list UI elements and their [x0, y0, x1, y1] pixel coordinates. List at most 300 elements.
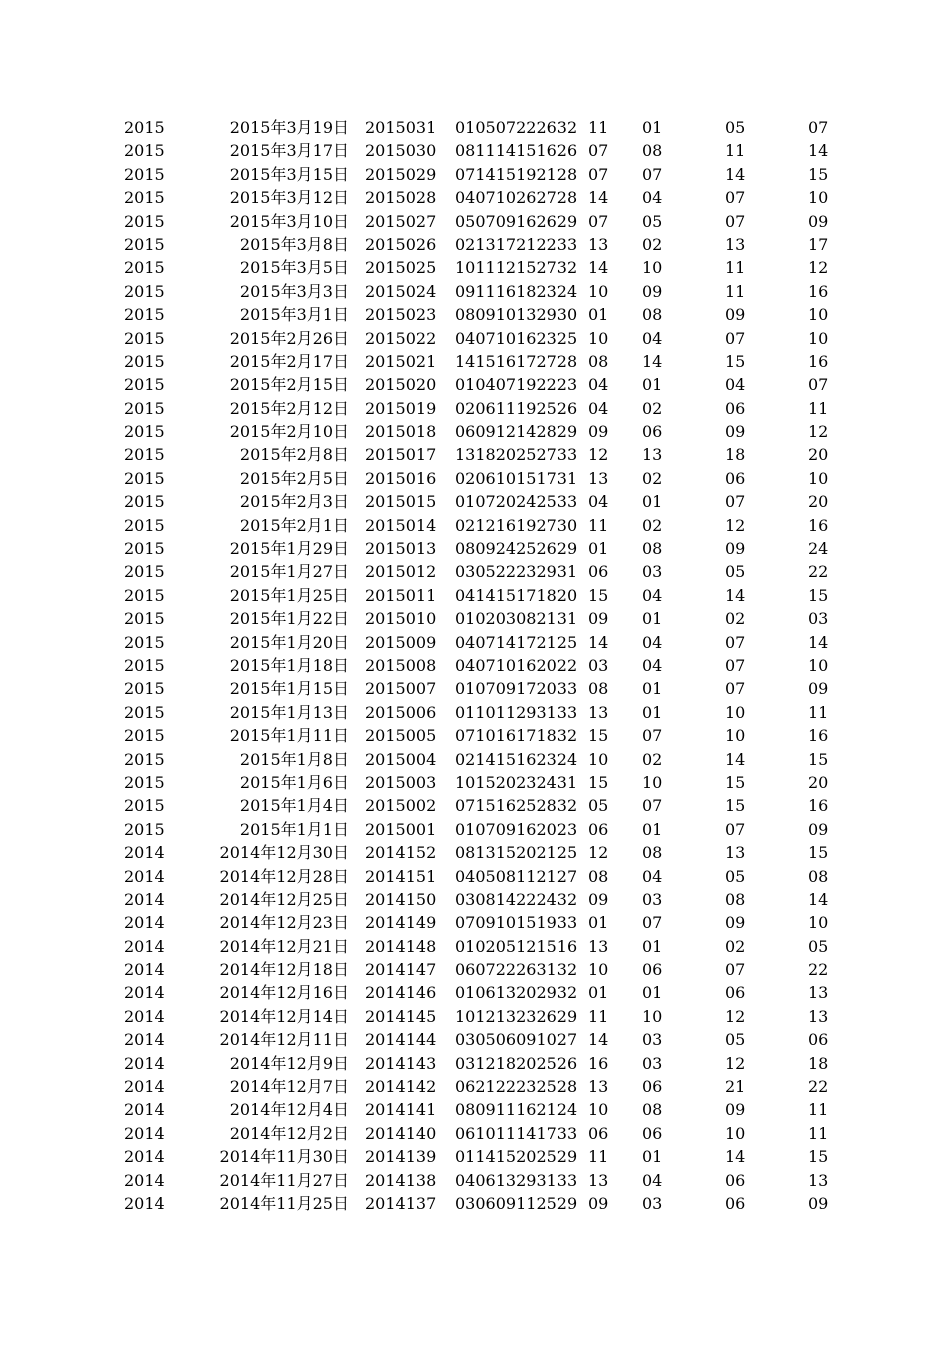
- issue-number-cell: 2014149: [365, 913, 437, 933]
- table-row: [0, 1075, 950, 1098]
- value-c-cell: 13: [725, 843, 746, 863]
- draw-code-cell: 081315202125: [455, 843, 578, 863]
- value-c-cell: 06: [725, 468, 746, 488]
- year-cell: 2015: [124, 702, 165, 722]
- value-d-cell: 10: [808, 468, 829, 488]
- issue-number-cell: 2014141: [365, 1100, 437, 1120]
- value-b-cell: 02: [642, 749, 663, 769]
- value-a-cell: 10: [588, 960, 609, 980]
- value-d-cell: 20: [808, 445, 829, 465]
- value-b-cell: 01: [642, 702, 663, 722]
- date-cell: 2015年2月17日: [229, 351, 349, 371]
- value-b-cell: 08: [642, 539, 663, 559]
- value-a-cell: 09: [588, 889, 609, 909]
- value-a-cell: 05: [588, 796, 609, 816]
- value-c-cell: 15: [725, 351, 746, 371]
- value-a-cell: 09: [588, 422, 609, 442]
- issue-number-cell: 2015028: [365, 188, 437, 208]
- draw-code-cell: 101112152732: [455, 258, 578, 278]
- table-row: [0, 350, 950, 373]
- year-cell: 2015: [124, 234, 165, 254]
- issue-number-cell: 2015027: [365, 211, 437, 231]
- draw-code-cell: 131820252733: [455, 445, 578, 465]
- value-a-cell: 06: [588, 1123, 609, 1143]
- table-row: [0, 467, 950, 490]
- value-c-cell: 09: [725, 539, 746, 559]
- draw-code-cell: 021415162324: [455, 749, 578, 769]
- value-d-cell: 13: [808, 1170, 829, 1190]
- value-b-cell: 04: [642, 655, 663, 675]
- table-row: [0, 537, 950, 560]
- draw-code-cell: 101520232431: [455, 772, 578, 792]
- date-cell: 2015年1月25日: [229, 585, 349, 605]
- year-cell: 2015: [124, 749, 165, 769]
- issue-number-cell: 2015017: [365, 445, 437, 465]
- draw-code-cell: 080910132930: [455, 305, 578, 325]
- draw-code-cell: 010720242533: [455, 492, 578, 512]
- value-b-cell: 09: [642, 281, 663, 301]
- year-cell: 2015: [124, 118, 165, 137]
- issue-number-cell: 2014151: [365, 866, 437, 886]
- value-c-cell: 10: [725, 1123, 746, 1143]
- value-c-cell: 07: [725, 655, 746, 675]
- value-d-cell: 18: [808, 1053, 829, 1073]
- table-row: [0, 210, 950, 233]
- value-a-cell: 08: [588, 351, 609, 371]
- value-a-cell: 14: [588, 188, 609, 208]
- value-b-cell: 01: [642, 118, 663, 137]
- value-c-cell: 07: [725, 679, 746, 699]
- value-b-cell: 07: [642, 726, 663, 746]
- draw-code-cell: 010709162023: [455, 819, 578, 839]
- year-cell: 2015: [124, 585, 165, 605]
- date-cell: 2015年3月3日: [239, 281, 349, 301]
- issue-number-cell: 2015022: [365, 328, 437, 348]
- date-cell: 2014年12月25日: [219, 889, 349, 909]
- value-a-cell: 10: [588, 749, 609, 769]
- issue-number-cell: 2014139: [365, 1147, 437, 1167]
- table-row: [0, 1005, 950, 1028]
- table-row: [0, 1028, 950, 1051]
- table-row: [0, 256, 950, 279]
- value-b-cell: 13: [642, 445, 663, 465]
- value-c-cell: 06: [725, 983, 746, 1003]
- value-d-cell: 17: [808, 234, 829, 254]
- draw-code-cell: 010613202932: [455, 983, 578, 1003]
- issue-number-cell: 2015003: [365, 772, 437, 792]
- value-b-cell: 03: [642, 1193, 663, 1213]
- date-cell: 2015年1月8日: [239, 749, 349, 769]
- draw-code-cell: 141516172728: [455, 351, 578, 371]
- value-b-cell: 01: [642, 375, 663, 395]
- value-c-cell: 07: [725, 492, 746, 512]
- year-cell: 2014: [124, 1170, 165, 1190]
- table-row: [0, 397, 950, 420]
- table-row: [0, 116, 950, 139]
- issue-number-cell: 2014150: [365, 889, 437, 909]
- issue-number-cell: 2015030: [365, 141, 437, 161]
- value-a-cell: 13: [588, 1170, 609, 1190]
- date-cell: 2014年11月30日: [219, 1147, 349, 1167]
- value-a-cell: 13: [588, 234, 609, 254]
- year-cell: 2015: [124, 258, 165, 278]
- value-a-cell: 07: [588, 164, 609, 184]
- value-c-cell: 06: [725, 1170, 746, 1190]
- value-a-cell: 13: [588, 1077, 609, 1097]
- issue-number-cell: 2015009: [365, 632, 437, 652]
- draw-code-cell: 011011293133: [455, 702, 578, 722]
- table-row: [0, 654, 950, 677]
- value-a-cell: 15: [588, 726, 609, 746]
- year-cell: 2015: [124, 539, 165, 559]
- draw-code-cell: 010709172033: [455, 679, 578, 699]
- value-b-cell: 07: [642, 796, 663, 816]
- value-a-cell: 16: [588, 1053, 609, 1073]
- value-c-cell: 11: [725, 141, 746, 161]
- value-b-cell: 01: [642, 983, 663, 1003]
- value-d-cell: 11: [808, 1123, 829, 1143]
- value-a-cell: 13: [588, 468, 609, 488]
- table-row: [0, 233, 950, 256]
- year-cell: 2015: [124, 375, 165, 395]
- value-b-cell: 02: [642, 398, 663, 418]
- value-d-cell: 13: [808, 983, 829, 1003]
- date-cell: 2015年3月12日: [229, 188, 349, 208]
- draw-code-cell: 030506091027: [455, 1030, 578, 1050]
- table-row: [0, 748, 950, 771]
- value-d-cell: 16: [808, 351, 829, 371]
- value-b-cell: 04: [642, 188, 663, 208]
- value-d-cell: 24: [808, 539, 829, 559]
- table-row: [0, 163, 950, 186]
- date-cell: 2015年1月22日: [229, 609, 349, 629]
- value-b-cell: 10: [642, 258, 663, 278]
- issue-number-cell: 2014144: [365, 1030, 437, 1050]
- year-cell: 2014: [124, 983, 165, 1003]
- table-row: [0, 818, 950, 841]
- table-row: [0, 865, 950, 888]
- issue-number-cell: 2015024: [365, 281, 437, 301]
- draw-code-cell: 040710162325: [455, 328, 578, 348]
- value-d-cell: 11: [808, 398, 829, 418]
- value-c-cell: 07: [725, 328, 746, 348]
- value-c-cell: 13: [725, 234, 746, 254]
- value-b-cell: 10: [642, 772, 663, 792]
- year-cell: 2015: [124, 796, 165, 816]
- year-cell: 2015: [124, 211, 165, 231]
- year-cell: 2014: [124, 1030, 165, 1050]
- value-b-cell: 08: [642, 1100, 663, 1120]
- draw-code-cell: 071016171832: [455, 726, 578, 746]
- value-a-cell: 11: [588, 1147, 609, 1167]
- issue-number-cell: 2014140: [365, 1123, 437, 1143]
- issue-number-cell: 2015008: [365, 655, 437, 675]
- table-row: [0, 327, 950, 350]
- issue-number-cell: 2014146: [365, 983, 437, 1003]
- value-b-cell: 01: [642, 492, 663, 512]
- issue-number-cell: 2014138: [365, 1170, 437, 1190]
- draw-code-cell: 020610151731: [455, 468, 578, 488]
- draw-code-cell: 101213232629: [455, 1006, 578, 1026]
- issue-number-cell: 2015014: [365, 515, 437, 535]
- draw-code-cell: 050709162629: [455, 211, 578, 231]
- value-d-cell: 09: [808, 679, 829, 699]
- value-d-cell: 15: [808, 843, 829, 863]
- draw-code-cell: 031218202526: [455, 1053, 578, 1073]
- date-cell: 2015年1月20日: [229, 632, 349, 652]
- table-row: [0, 958, 950, 981]
- date-cell: 2015年2月1日: [239, 515, 349, 535]
- draw-code-cell: 030522232931: [455, 562, 578, 582]
- year-cell: 2014: [124, 866, 165, 886]
- value-d-cell: 09: [808, 819, 829, 839]
- date-cell: 2015年3月10日: [229, 211, 349, 231]
- value-a-cell: 14: [588, 1030, 609, 1050]
- issue-number-cell: 2014145: [365, 1006, 437, 1026]
- value-c-cell: 11: [725, 258, 746, 278]
- draw-code-cell: 070910151933: [455, 913, 578, 933]
- value-b-cell: 03: [642, 1030, 663, 1050]
- value-a-cell: 09: [588, 609, 609, 629]
- value-c-cell: 14: [725, 1147, 746, 1167]
- draw-code-cell: 040710162022: [455, 655, 578, 675]
- value-b-cell: 02: [642, 468, 663, 488]
- value-b-cell: 01: [642, 679, 663, 699]
- value-d-cell: 16: [808, 281, 829, 301]
- draw-code-cell: 030609112529: [455, 1193, 578, 1213]
- value-c-cell: 07: [725, 632, 746, 652]
- value-c-cell: 14: [725, 749, 746, 769]
- year-cell: 2014: [124, 1077, 165, 1097]
- value-c-cell: 12: [725, 1053, 746, 1073]
- date-cell: 2014年12月18日: [219, 960, 349, 980]
- value-d-cell: 11: [808, 702, 829, 722]
- lottery-results-table: [0, 116, 950, 1215]
- issue-number-cell: 2015005: [365, 726, 437, 746]
- value-b-cell: 06: [642, 422, 663, 442]
- value-a-cell: 14: [588, 258, 609, 278]
- date-cell: 2014年12月9日: [229, 1053, 349, 1073]
- value-d-cell: 09: [808, 1193, 829, 1213]
- value-b-cell: 01: [642, 819, 663, 839]
- table-row: [0, 303, 950, 326]
- table-row: [0, 514, 950, 537]
- value-a-cell: 11: [588, 1006, 609, 1026]
- value-c-cell: 08: [725, 889, 746, 909]
- draw-code-cell: 080911162124: [455, 1100, 578, 1120]
- value-c-cell: 07: [725, 960, 746, 980]
- value-a-cell: 06: [588, 819, 609, 839]
- value-a-cell: 07: [588, 141, 609, 161]
- draw-code-cell: 060912142829: [455, 422, 578, 442]
- value-c-cell: 15: [725, 772, 746, 792]
- value-c-cell: 09: [725, 913, 746, 933]
- date-cell: 2015年1月1日: [239, 819, 349, 839]
- date-cell: 2015年2月15日: [229, 375, 349, 395]
- value-a-cell: 08: [588, 679, 609, 699]
- date-cell: 2014年12月7日: [229, 1077, 349, 1097]
- value-b-cell: 03: [642, 1053, 663, 1073]
- value-a-cell: 06: [588, 562, 609, 582]
- table-row: [0, 1192, 950, 1215]
- value-b-cell: 08: [642, 141, 663, 161]
- value-a-cell: 12: [588, 445, 609, 465]
- table-row: [0, 443, 950, 466]
- value-a-cell: 11: [588, 515, 609, 535]
- value-b-cell: 03: [642, 562, 663, 582]
- table-row: [0, 490, 950, 513]
- value-c-cell: 04: [725, 375, 746, 395]
- date-cell: 2015年2月8日: [239, 445, 349, 465]
- issue-number-cell: 2015011: [365, 585, 437, 605]
- table-row: [0, 981, 950, 1004]
- value-c-cell: 02: [725, 936, 746, 956]
- year-cell: 2014: [124, 1123, 165, 1143]
- value-c-cell: 07: [725, 188, 746, 208]
- value-c-cell: 09: [725, 1100, 746, 1120]
- year-cell: 2015: [124, 609, 165, 629]
- value-d-cell: 10: [808, 305, 829, 325]
- issue-number-cell: 2014143: [365, 1053, 437, 1073]
- value-c-cell: 05: [725, 118, 746, 137]
- issue-number-cell: 2015029: [365, 164, 437, 184]
- value-b-cell: 01: [642, 609, 663, 629]
- value-d-cell: 15: [808, 1147, 829, 1167]
- value-a-cell: 13: [588, 936, 609, 956]
- issue-number-cell: 2015020: [365, 375, 437, 395]
- value-d-cell: 10: [808, 188, 829, 208]
- date-cell: 2014年11月25日: [219, 1193, 349, 1213]
- table-row: [0, 1098, 950, 1121]
- value-d-cell: 10: [808, 328, 829, 348]
- value-b-cell: 03: [642, 889, 663, 909]
- table-row: [0, 1052, 950, 1075]
- issue-number-cell: 2015007: [365, 679, 437, 699]
- issue-number-cell: 2015019: [365, 398, 437, 418]
- issue-number-cell: 2015021: [365, 351, 437, 371]
- draw-code-cell: 041415171820: [455, 585, 578, 605]
- draw-code-cell: 021216192730: [455, 515, 578, 535]
- value-c-cell: 14: [725, 585, 746, 605]
- value-c-cell: 12: [725, 1006, 746, 1026]
- table-row: [0, 139, 950, 162]
- value-a-cell: 09: [588, 1193, 609, 1213]
- value-d-cell: 20: [808, 772, 829, 792]
- value-c-cell: 18: [725, 445, 746, 465]
- value-c-cell: 14: [725, 164, 746, 184]
- value-d-cell: 20: [808, 492, 829, 512]
- table-row: [0, 794, 950, 817]
- value-a-cell: 04: [588, 375, 609, 395]
- year-cell: 2014: [124, 1053, 165, 1073]
- date-cell: 2014年12月14日: [219, 1006, 349, 1026]
- table-row: [0, 373, 950, 396]
- issue-number-cell: 2015004: [365, 749, 437, 769]
- issue-number-cell: 2015015: [365, 492, 437, 512]
- table-row: [0, 1145, 950, 1168]
- value-d-cell: 10: [808, 655, 829, 675]
- draw-code-cell: 011415202529: [455, 1147, 578, 1167]
- draw-code-cell: 080924252629: [455, 539, 578, 559]
- value-b-cell: 04: [642, 585, 663, 605]
- year-cell: 2014: [124, 889, 165, 909]
- year-cell: 2015: [124, 398, 165, 418]
- date-cell: 2015年2月12日: [229, 398, 349, 418]
- value-c-cell: 12: [725, 515, 746, 535]
- table-row: [0, 677, 950, 700]
- year-cell: 2015: [124, 164, 165, 184]
- value-c-cell: 09: [725, 305, 746, 325]
- value-a-cell: 12: [588, 843, 609, 863]
- year-cell: 2015: [124, 351, 165, 371]
- value-c-cell: 10: [725, 702, 746, 722]
- issue-number-cell: 2015002: [365, 796, 437, 816]
- value-d-cell: 16: [808, 796, 829, 816]
- year-cell: 2014: [124, 843, 165, 863]
- year-cell: 2014: [124, 936, 165, 956]
- issue-number-cell: 2015001: [365, 819, 437, 839]
- value-b-cell: 04: [642, 866, 663, 886]
- issue-number-cell: 2014142: [365, 1077, 437, 1097]
- value-a-cell: 04: [588, 398, 609, 418]
- date-cell: 2014年12月23日: [219, 913, 349, 933]
- value-d-cell: 09: [808, 211, 829, 231]
- year-cell: 2014: [124, 960, 165, 980]
- issue-number-cell: 2015025: [365, 258, 437, 278]
- issue-number-cell: 2015006: [365, 702, 437, 722]
- draw-code-cell: 040508112127: [455, 866, 578, 886]
- issue-number-cell: 2015010: [365, 609, 437, 629]
- date-cell: 2015年3月19日: [229, 118, 349, 137]
- value-a-cell: 01: [588, 913, 609, 933]
- year-cell: 2015: [124, 328, 165, 348]
- value-b-cell: 08: [642, 305, 663, 325]
- value-a-cell: 01: [588, 305, 609, 325]
- year-cell: 2015: [124, 632, 165, 652]
- table-row: [0, 841, 950, 864]
- value-d-cell: 13: [808, 1006, 829, 1026]
- year-cell: 2015: [124, 819, 165, 839]
- draw-code-cell: 010205121516: [455, 936, 578, 956]
- value-a-cell: 03: [588, 655, 609, 675]
- value-d-cell: 12: [808, 422, 829, 442]
- value-b-cell: 05: [642, 211, 663, 231]
- draw-code-cell: 091116182324: [455, 281, 578, 301]
- year-cell: 2015: [124, 422, 165, 442]
- year-cell: 2015: [124, 281, 165, 301]
- draw-code-cell: 040710262728: [455, 188, 578, 208]
- value-b-cell: 07: [642, 913, 663, 933]
- value-b-cell: 07: [642, 164, 663, 184]
- date-cell: 2015年1月11日: [229, 726, 349, 746]
- value-a-cell: 13: [588, 702, 609, 722]
- year-cell: 2015: [124, 141, 165, 161]
- value-b-cell: 04: [642, 1170, 663, 1190]
- issue-number-cell: 2015013: [365, 539, 437, 559]
- year-cell: 2015: [124, 445, 165, 465]
- table-row: [0, 771, 950, 794]
- table-row: [0, 701, 950, 724]
- table-row: [0, 186, 950, 209]
- issue-number-cell: 2014152: [365, 843, 437, 863]
- date-cell: 2015年2月3日: [239, 492, 349, 512]
- draw-code-cell: 020611192526: [455, 398, 578, 418]
- value-d-cell: 07: [808, 375, 829, 395]
- date-cell: 2015年3月8日: [239, 234, 349, 254]
- date-cell: 2015年2月5日: [239, 468, 349, 488]
- value-d-cell: 16: [808, 726, 829, 746]
- year-cell: 2014: [124, 1147, 165, 1167]
